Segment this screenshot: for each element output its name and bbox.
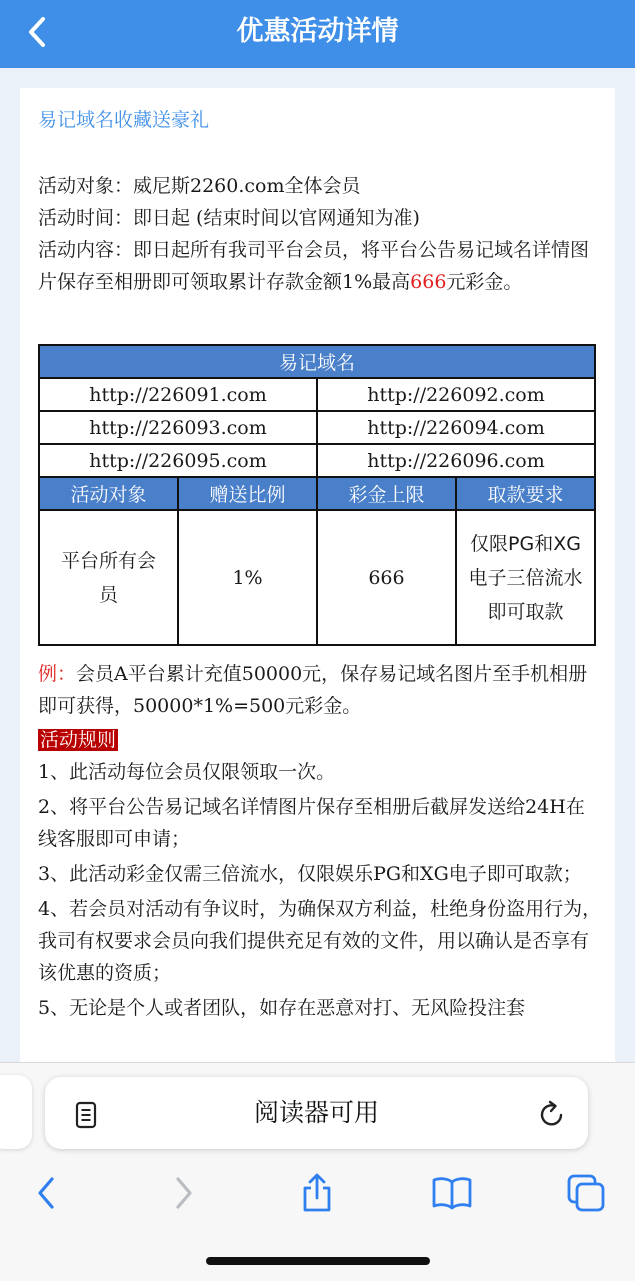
content-text: 活动内容：即日起所有我司平台会员，将平台公告易记域名详情图片保存至相册即可领取累计存款金额1%最高 [38,239,590,293]
table-row [39,510,595,645]
bonus-cell-withdraw: 仅限PG和XG电子三倍流水即可取款 [456,510,595,645]
domain-link[interactable]: http://226096.com [317,444,595,477]
activity-target: 活动对象：威尼斯2260.com全体会员 [38,175,361,197]
chevron-left-icon [36,1176,56,1210]
address-bar[interactable] [45,1077,588,1149]
forward-nav-button[interactable] [162,1171,206,1215]
back-nav-button[interactable] [24,1171,68,1215]
bonus-cell-target: 平台所有会员 [39,510,178,645]
rules-heading: 活动规则 [40,729,117,751]
bonus-header-withdraw: 取款要求 [456,477,595,510]
article-subject: 易记域名收藏送豪礼 [38,109,210,131]
domain-link[interactable]: http://226094.com [317,411,595,444]
example-label: 例： [38,663,77,685]
example-line [38,658,603,722]
domain-table-title-row [39,345,595,378]
tabs-icon [566,1173,606,1213]
bonus-cell-cap: 666 [317,510,456,645]
table-row [39,411,595,444]
browser-toolbar [0,1062,635,1281]
rule-item: 1、此活动每位会员仅限领取一次。 [38,761,336,783]
domain-link[interactable]: http://226093.com [39,411,317,444]
domain-link[interactable]: http://226092.com [317,378,595,411]
rules-section [38,658,603,1024]
reload-icon[interactable] [538,1099,566,1129]
rule-item: 3、此活动彩金仅需三倍流水，仅限娱乐PG和XG电子即可取款； [38,863,582,885]
domain-link[interactable]: http://226091.com [39,378,317,411]
rules-heading-line [38,724,603,756]
activity-content [38,234,598,298]
top-bar [0,0,635,68]
chevron-right-icon [174,1176,194,1210]
article-card [20,88,615,1088]
domain-table [38,344,596,646]
bonus-header-target: 活动对象 [39,477,178,510]
rule-item: 4、若会员对活动有争议时，为确保双方利益，杜绝身份盗用行为，我司有权要求会员向我们提供充足有效的文件，用以确认是否享有该优惠的资质； [38,898,602,984]
bonus-cell-ratio: 1% [178,510,317,645]
address-text: 阅读器可用 [253,1098,379,1127]
share-button[interactable] [295,1171,339,1215]
share-icon [300,1173,334,1213]
rule-item: 2、将平台公告易记域名详情图片保存至相册后截屏发送给24H在线客服即可申请； [38,796,585,850]
content-highlight: 666 [410,271,447,293]
bonus-header-ratio: 赠送比例 [178,477,317,510]
previous-tab-card[interactable] [0,1075,32,1149]
activity-info [38,170,598,298]
example-text: 会员A平台累计充值50000元，保存易记域名图片至手机相册即可获得，50000*1%=500元彩金。 [38,663,588,717]
bonus-table-header-row [39,477,595,510]
tabs-button[interactable] [564,1171,608,1215]
book-icon [431,1176,473,1210]
page-title: 优惠活动详情 [236,16,399,47]
bookmarks-button[interactable] [430,1171,474,1215]
bonus-header-cap: 彩金上限 [317,477,456,510]
activity-time: 活动时间：即日起 (结束时间以官网通知为准) [38,207,420,229]
domain-table-title: 易记域名 [39,345,595,378]
domain-link[interactable]: http://226095.com [39,444,317,477]
table-row [39,444,595,477]
rule-item: 5、无论是个人或者团队，如存在恶意对打、无风险投注套 [38,997,526,1019]
table-row [39,378,595,411]
content-suffix: 元彩金。 [446,271,523,293]
home-indicator [206,1257,430,1265]
